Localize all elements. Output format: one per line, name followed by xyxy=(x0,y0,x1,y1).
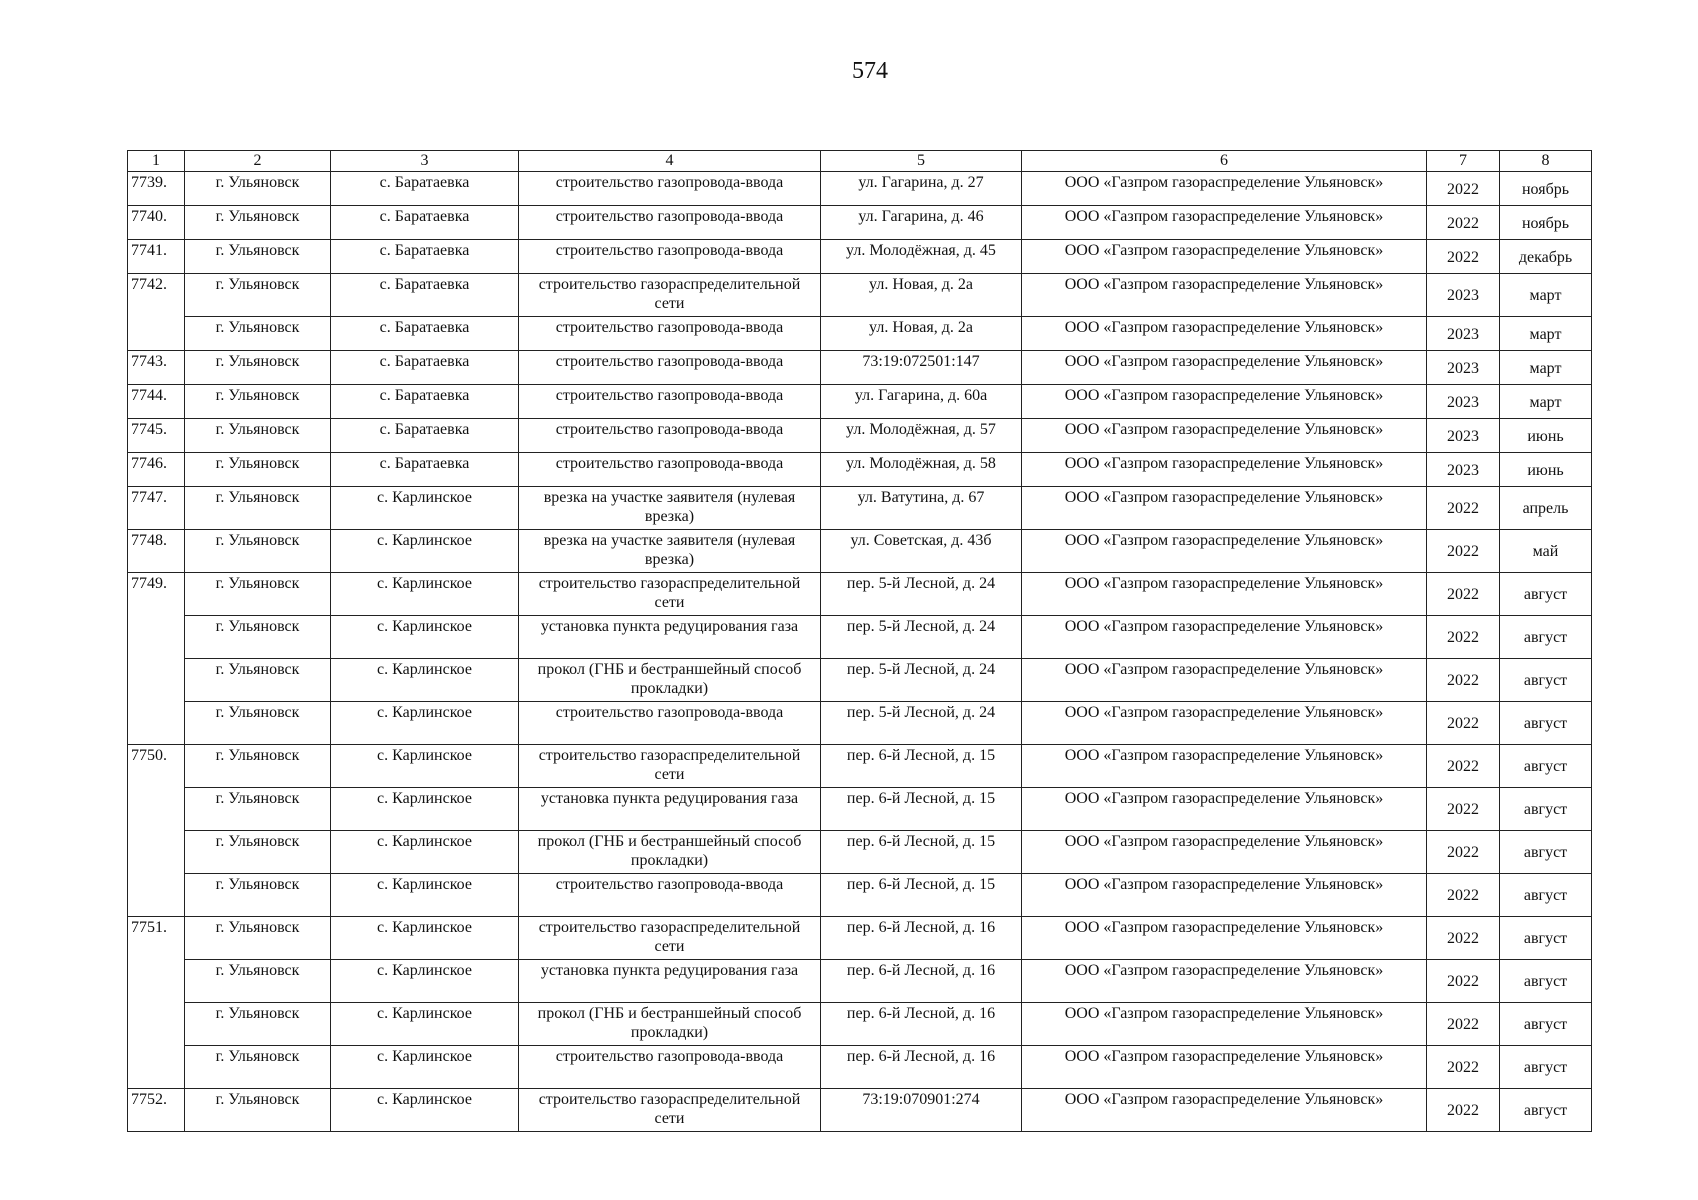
work-type-cell: установка пункта редуцирования газа xyxy=(519,960,821,1003)
city-cell: г. Ульяновск xyxy=(185,702,331,745)
city-cell: г. Ульяновск xyxy=(185,172,331,206)
table-row xyxy=(128,1046,1592,1089)
row-number-cell: 7744. xyxy=(128,385,185,419)
address-cell: ул. Гагарина, д. 60а xyxy=(821,385,1022,419)
row-number-cell: 7746. xyxy=(128,453,185,487)
month-cell: август xyxy=(1500,788,1592,831)
address-cell: пер. 5-й Лесной, д. 24 xyxy=(821,659,1022,702)
work-type-cell: прокол (ГНБ и бестраншейный способ прокладки) xyxy=(519,1003,821,1046)
table-row xyxy=(128,317,1592,351)
month-cell: август xyxy=(1500,745,1592,788)
address-cell: ул. Молодёжная, д. 57 xyxy=(821,419,1022,453)
table-row xyxy=(128,745,1592,788)
row-number-cell: 7740. xyxy=(128,206,185,240)
settlement-cell: с. Карлинское xyxy=(331,1046,519,1089)
work-type-cell: строительство газораспределительной сети xyxy=(519,1089,821,1132)
address-cell: пер. 6-й Лесной, д. 16 xyxy=(821,1003,1022,1046)
address-cell: ул. Молодёжная, д. 58 xyxy=(821,453,1022,487)
settlement-cell: с. Баратаевка xyxy=(331,453,519,487)
header-cell: 3 xyxy=(331,151,519,172)
row-number-cell: 7741. xyxy=(128,240,185,274)
work-type-cell: врезка на участке заявителя (нулевая врезка) xyxy=(519,530,821,573)
header-cell: 2 xyxy=(185,151,331,172)
work-type-cell: строительство газопровода-ввода xyxy=(519,702,821,745)
header-cell: 5 xyxy=(821,151,1022,172)
register-table xyxy=(127,150,1592,1132)
month-cell: август xyxy=(1500,702,1592,745)
year-cell: 2022 xyxy=(1427,487,1500,530)
row-number-cell: 7745. xyxy=(128,419,185,453)
table-row xyxy=(128,1003,1592,1046)
work-type-cell: строительство газопровода-ввода xyxy=(519,453,821,487)
organization-cell: ООО «Газпром газораспределение Ульяновск» xyxy=(1022,745,1427,788)
address-cell: ул. Молодёжная, д. 45 xyxy=(821,240,1022,274)
table-row xyxy=(128,206,1592,240)
year-cell: 2022 xyxy=(1427,874,1500,917)
month-cell: ноябрь xyxy=(1500,206,1592,240)
organization-cell: ООО «Газпром газораспределение Ульяновск» xyxy=(1022,659,1427,702)
month-cell: август xyxy=(1500,831,1592,874)
work-type-cell: врезка на участке заявителя (нулевая врезка) xyxy=(519,487,821,530)
address-cell: пер. 6-й Лесной, д. 15 xyxy=(821,831,1022,874)
organization-cell: ООО «Газпром газораспределение Ульяновск» xyxy=(1022,530,1427,573)
year-cell: 2023 xyxy=(1427,274,1500,317)
year-cell: 2023 xyxy=(1427,419,1500,453)
work-type-cell: прокол (ГНБ и бестраншейный способ прокладки) xyxy=(519,659,821,702)
year-cell: 2022 xyxy=(1427,960,1500,1003)
city-cell: г. Ульяновск xyxy=(185,317,331,351)
year-cell: 2023 xyxy=(1427,317,1500,351)
address-cell: пер. 5-й Лесной, д. 24 xyxy=(821,573,1022,616)
year-cell: 2022 xyxy=(1427,240,1500,274)
work-type-cell: строительство газопровода-ввода xyxy=(519,206,821,240)
settlement-cell: с. Карлинское xyxy=(331,960,519,1003)
work-type-cell: строительство газопровода-ввода xyxy=(519,240,821,274)
table-row xyxy=(128,573,1592,616)
year-cell: 2022 xyxy=(1427,1089,1500,1132)
work-type-cell: строительство газораспределительной сети xyxy=(519,917,821,960)
year-cell: 2022 xyxy=(1427,1046,1500,1089)
city-cell: г. Ульяновск xyxy=(185,573,331,616)
row-number-cell: 7747. xyxy=(128,487,185,530)
settlement-cell: с. Карлинское xyxy=(331,874,519,917)
address-cell: ул. Новая, д. 2а xyxy=(821,317,1022,351)
work-type-cell: строительство газораспределительной сети xyxy=(519,745,821,788)
settlement-cell: с. Баратаевка xyxy=(331,240,519,274)
month-cell: август xyxy=(1500,1046,1592,1089)
city-cell: г. Ульяновск xyxy=(185,419,331,453)
city-cell: г. Ульяновск xyxy=(185,1003,331,1046)
organization-cell: ООО «Газпром газораспределение Ульяновск» xyxy=(1022,831,1427,874)
city-cell: г. Ульяновск xyxy=(185,1046,331,1089)
work-type-cell: строительство газораспределительной сети xyxy=(519,274,821,317)
organization-cell: ООО «Газпром газораспределение Ульяновск» xyxy=(1022,419,1427,453)
month-cell: апрель xyxy=(1500,487,1592,530)
settlement-cell: с. Карлинское xyxy=(331,1089,519,1132)
organization-cell: ООО «Газпром газораспределение Ульяновск» xyxy=(1022,274,1427,317)
table-row xyxy=(128,960,1592,1003)
settlement-cell: с. Баратаевка xyxy=(331,419,519,453)
address-cell: пер. 6-й Лесной, д. 15 xyxy=(821,874,1022,917)
work-type-cell: строительство газопровода-ввода xyxy=(519,1046,821,1089)
address-cell: ул. Ватутина, д. 67 xyxy=(821,487,1022,530)
address-cell: пер. 6-й Лесной, д. 16 xyxy=(821,1046,1022,1089)
table-body xyxy=(128,172,1592,1132)
month-cell: август xyxy=(1500,659,1592,702)
settlement-cell: с. Баратаевка xyxy=(331,385,519,419)
table-row xyxy=(128,385,1592,419)
work-type-cell: строительство газораспределительной сети xyxy=(519,573,821,616)
organization-cell: ООО «Газпром газораспределение Ульяновск» xyxy=(1022,1089,1427,1132)
year-cell: 2023 xyxy=(1427,351,1500,385)
work-type-cell: установка пункта редуцирования газа xyxy=(519,788,821,831)
table-row xyxy=(128,831,1592,874)
month-cell: июнь xyxy=(1500,453,1592,487)
organization-cell: ООО «Газпром газораспределение Ульяновск» xyxy=(1022,453,1427,487)
settlement-cell: с. Карлинское xyxy=(331,1003,519,1046)
settlement-cell: с. Карлинское xyxy=(331,917,519,960)
settlement-cell: с. Карлинское xyxy=(331,831,519,874)
settlement-cell: с. Баратаевка xyxy=(331,206,519,240)
table-row xyxy=(128,616,1592,659)
year-cell: 2022 xyxy=(1427,917,1500,960)
settlement-cell: с. Баратаевка xyxy=(331,274,519,317)
header-row xyxy=(128,151,1592,172)
organization-cell: ООО «Газпром газораспределение Ульяновск» xyxy=(1022,702,1427,745)
address-cell: ул. Советская, д. 43б xyxy=(821,530,1022,573)
settlement-cell: с. Баратаевка xyxy=(331,317,519,351)
year-cell: 2022 xyxy=(1427,1003,1500,1046)
settlement-cell: с. Карлинское xyxy=(331,659,519,702)
work-type-cell: строительство газопровода-ввода xyxy=(519,317,821,351)
settlement-cell: с. Баратаевка xyxy=(331,351,519,385)
city-cell: г. Ульяновск xyxy=(185,659,331,702)
month-cell: май xyxy=(1500,530,1592,573)
year-cell: 2022 xyxy=(1427,172,1500,206)
month-cell: март xyxy=(1500,385,1592,419)
month-cell: август xyxy=(1500,1089,1592,1132)
address-cell: ул. Новая, д. 2а xyxy=(821,274,1022,317)
row-number-cell: 7752. xyxy=(128,1089,185,1132)
year-cell: 2022 xyxy=(1427,206,1500,240)
table-row xyxy=(128,487,1592,530)
table-row xyxy=(128,274,1592,317)
year-cell: 2022 xyxy=(1427,530,1500,573)
month-cell: август xyxy=(1500,616,1592,659)
work-type-cell: прокол (ГНБ и бестраншейный способ прокладки) xyxy=(519,831,821,874)
city-cell: г. Ульяновск xyxy=(185,351,331,385)
header-cell: 7 xyxy=(1427,151,1500,172)
organization-cell: ООО «Газпром газораспределение Ульяновск» xyxy=(1022,240,1427,274)
row-number-cell: 7749. xyxy=(128,573,185,745)
work-type-cell: строительство газопровода-ввода xyxy=(519,172,821,206)
address-cell: ул. Гагарина, д. 46 xyxy=(821,206,1022,240)
month-cell: август xyxy=(1500,1003,1592,1046)
address-cell: пер. 6-й Лесной, д. 15 xyxy=(821,745,1022,788)
table-header xyxy=(128,151,1592,172)
year-cell: 2022 xyxy=(1427,831,1500,874)
organization-cell: ООО «Газпром газораспределение Ульяновск» xyxy=(1022,317,1427,351)
city-cell: г. Ульяновск xyxy=(185,453,331,487)
header-cell: 4 xyxy=(519,151,821,172)
table-row xyxy=(128,453,1592,487)
month-cell: ноябрь xyxy=(1500,172,1592,206)
settlement-cell: с. Карлинское xyxy=(331,487,519,530)
table-row xyxy=(128,240,1592,274)
table-row xyxy=(128,874,1592,917)
month-cell: декабрь xyxy=(1500,240,1592,274)
work-type-cell: строительство газопровода-ввода xyxy=(519,385,821,419)
organization-cell: ООО «Газпром газораспределение Ульяновск» xyxy=(1022,960,1427,1003)
city-cell: г. Ульяновск xyxy=(185,385,331,419)
month-cell: август xyxy=(1500,874,1592,917)
city-cell: г. Ульяновск xyxy=(185,917,331,960)
header-cell: 8 xyxy=(1500,151,1592,172)
table-row xyxy=(128,530,1592,573)
table-row xyxy=(128,702,1592,745)
city-cell: г. Ульяновск xyxy=(185,240,331,274)
month-cell: август xyxy=(1500,917,1592,960)
table-row xyxy=(128,419,1592,453)
settlement-cell: с. Баратаевка xyxy=(331,172,519,206)
year-cell: 2022 xyxy=(1427,702,1500,745)
row-number-cell: 7743. xyxy=(128,351,185,385)
header-cell: 6 xyxy=(1022,151,1427,172)
address-cell: 73:19:072501:147 xyxy=(821,351,1022,385)
table-row xyxy=(128,172,1592,206)
year-cell: 2022 xyxy=(1427,616,1500,659)
organization-cell: ООО «Газпром газораспределение Ульяновск» xyxy=(1022,172,1427,206)
month-cell: март xyxy=(1500,351,1592,385)
table-row xyxy=(128,1089,1592,1132)
city-cell: г. Ульяновск xyxy=(185,745,331,788)
year-cell: 2023 xyxy=(1427,453,1500,487)
address-cell: пер. 6-й Лесной, д. 16 xyxy=(821,917,1022,960)
row-number-cell: 7739. xyxy=(128,172,185,206)
month-cell: август xyxy=(1500,960,1592,1003)
settlement-cell: с. Карлинское xyxy=(331,616,519,659)
page-number: 574 xyxy=(852,58,888,84)
year-cell: 2022 xyxy=(1427,659,1500,702)
month-cell: июнь xyxy=(1500,419,1592,453)
address-cell: пер. 6-й Лесной, д. 16 xyxy=(821,960,1022,1003)
organization-cell: ООО «Газпром газораспределение Ульяновск» xyxy=(1022,385,1427,419)
city-cell: г. Ульяновск xyxy=(185,206,331,240)
organization-cell: ООО «Газпром газораспределение Ульяновск» xyxy=(1022,487,1427,530)
organization-cell: ООО «Газпром газораспределение Ульяновск» xyxy=(1022,1046,1427,1089)
city-cell: г. Ульяновск xyxy=(185,960,331,1003)
year-cell: 2022 xyxy=(1427,788,1500,831)
city-cell: г. Ульяновск xyxy=(185,831,331,874)
year-cell: 2022 xyxy=(1427,573,1500,616)
city-cell: г. Ульяновск xyxy=(185,1089,331,1132)
organization-cell: ООО «Газпром газораспределение Ульяновск» xyxy=(1022,874,1427,917)
row-number-cell: 7742. xyxy=(128,274,185,351)
city-cell: г. Ульяновск xyxy=(185,274,331,317)
organization-cell: ООО «Газпром газораспределение Ульяновск» xyxy=(1022,1003,1427,1046)
settlement-cell: с. Карлинское xyxy=(331,745,519,788)
address-cell: 73:19:070901:274 xyxy=(821,1089,1022,1132)
settlement-cell: с. Карлинское xyxy=(331,530,519,573)
settlement-cell: с. Карлинское xyxy=(331,788,519,831)
table-row xyxy=(128,917,1592,960)
month-cell: август xyxy=(1500,573,1592,616)
organization-cell: ООО «Газпром газораспределение Ульяновск» xyxy=(1022,788,1427,831)
city-cell: г. Ульяновск xyxy=(185,487,331,530)
work-type-cell: строительство газопровода-ввода xyxy=(519,351,821,385)
settlement-cell: с. Карлинское xyxy=(331,702,519,745)
city-cell: г. Ульяновск xyxy=(185,874,331,917)
table-row xyxy=(128,351,1592,385)
month-cell: март xyxy=(1500,317,1592,351)
address-cell: пер. 6-й Лесной, д. 15 xyxy=(821,788,1022,831)
month-cell: март xyxy=(1500,274,1592,317)
organization-cell: ООО «Газпром газораспределение Ульяновск» xyxy=(1022,573,1427,616)
organization-cell: ООО «Газпром газораспределение Ульяновск» xyxy=(1022,351,1427,385)
settlement-cell: с. Карлинское xyxy=(331,573,519,616)
address-cell: ул. Гагарина, д. 27 xyxy=(821,172,1022,206)
row-number-cell: 7750. xyxy=(128,745,185,917)
work-type-cell: строительство газопровода-ввода xyxy=(519,419,821,453)
work-type-cell: установка пункта редуцирования газа xyxy=(519,616,821,659)
table-row xyxy=(128,659,1592,702)
work-type-cell: строительство газопровода-ввода xyxy=(519,874,821,917)
year-cell: 2022 xyxy=(1427,745,1500,788)
city-cell: г. Ульяновск xyxy=(185,788,331,831)
year-cell: 2023 xyxy=(1427,385,1500,419)
header-cell: 1 xyxy=(128,151,185,172)
organization-cell: ООО «Газпром газораспределение Ульяновск» xyxy=(1022,917,1427,960)
row-number-cell: 7751. xyxy=(128,917,185,1089)
table-row xyxy=(128,788,1592,831)
organization-cell: ООО «Газпром газораспределение Ульяновск» xyxy=(1022,206,1427,240)
city-cell: г. Ульяновск xyxy=(185,530,331,573)
city-cell: г. Ульяновск xyxy=(185,616,331,659)
address-cell: пер. 5-й Лесной, д. 24 xyxy=(821,616,1022,659)
row-number-cell: 7748. xyxy=(128,530,185,573)
organization-cell: ООО «Газпром газораспределение Ульяновск» xyxy=(1022,616,1427,659)
address-cell: пер. 5-й Лесной, д. 24 xyxy=(821,702,1022,745)
